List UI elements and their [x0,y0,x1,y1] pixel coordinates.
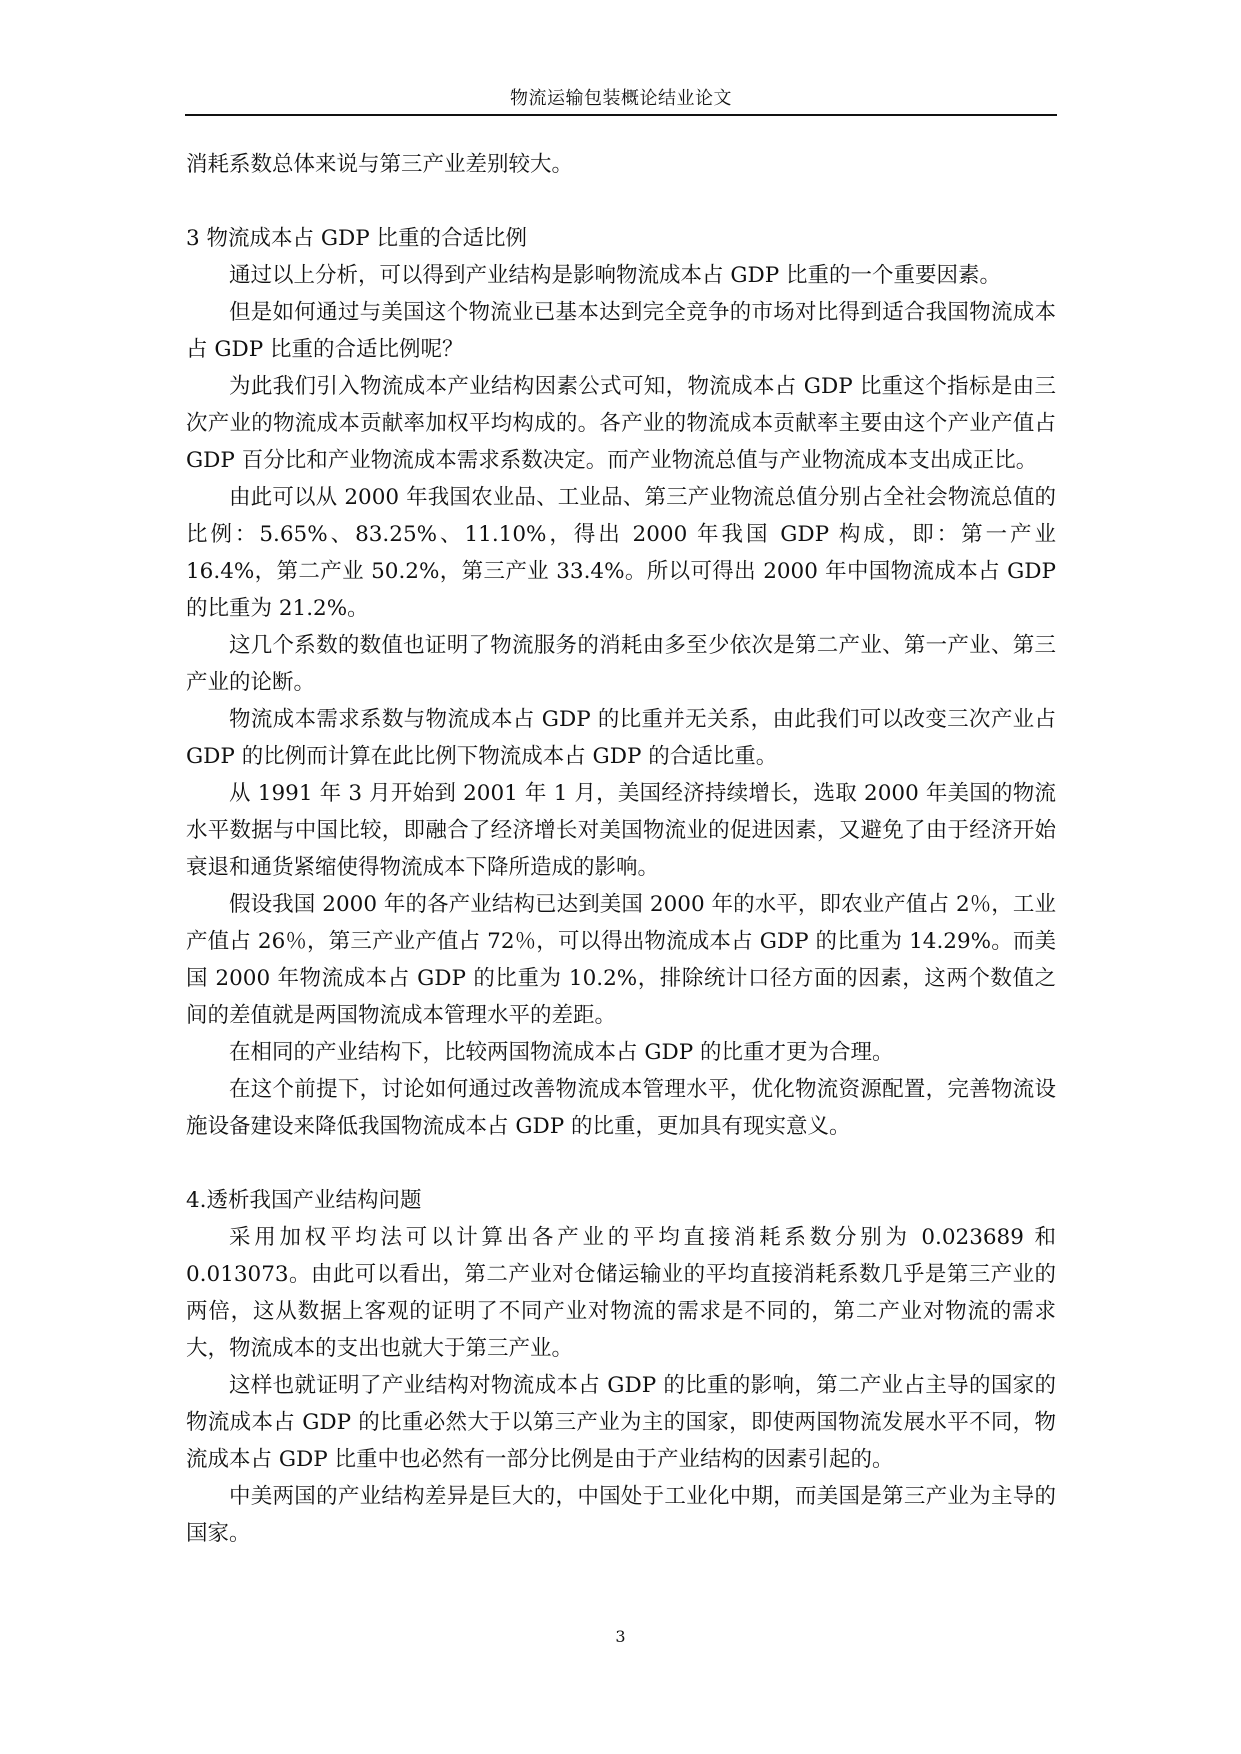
section-3-paragraph-4: 由此可以从 2000 年我国农业品、工业品、第三产业物流总值分别占全社会物流总值的比例：5.65%、83.25%、11.10%，得出 2000 年我国 GDP 构成，即：第一产业 16.4%，第二产业 50.2%，第三产业 33.4%。所以可得出 2000 年中国物流成本占 GDP 的比重为 21.2%。 [186,485,1056,621]
page-number: 3 [615,1627,626,1646]
section-3-paragraph-2: 但是如何通过与美国这个物流业已基本达到完全竞争的市场对比得到适合我国物流成本占 GDP 比重的合适比例呢？ [186,300,1056,362]
header-divider [185,114,1057,116]
page-header-title: 物流运输包装概论结业论文 [510,88,732,109]
section-4-heading: 4.透析我国产业结构问题 [186,1188,422,1213]
section-3-paragraph-5: 这几个系数的数值也证明了物流服务的消耗由多至少依次是第二产业、第一产业、第三产业的论断。 [186,633,1056,695]
section-3-paragraph-10: 在这个前提下，讨论如何通过改善物流成本管理水平，优化物流资源配置，完善物流设施设备建设来降低我国物流成本占 GDP 的比重，更加具有现实意义。 [186,1077,1056,1139]
section-3-heading: 3 物流成本占 GDP 比重的合适比例 [186,226,528,251]
section-3-paragraph-9: 在相同的产业结构下，比较两国物流成本占 GDP 的比重才更为合理。 [229,1040,894,1065]
section-4-paragraph-2: 这样也就证明了产业结构对物流成本占 GDP 的比重的影响，第二产业占主导的国家的物流成本占 GDP 的比重必然大于以第三产业为主的国家，即使两国物流发展水平不同，物流成本占 GDP 比重中也必然有一部分比例是由于产业结构的因素引起的。 [186,1373,1056,1472]
section-spacer [186,183,1056,220]
section-3-paragraph-6: 物流成本需求系数与物流成本占 GDP 的比重并无关系，由此我们可以改变三次产业占 GDP 的比例而计算在此比例下物流成本占 GDP 的合适比重。 [186,707,1056,769]
document-body [186,146,1056,1552]
section-3-paragraph-8: 假设我国 2000 年的各产业结构已达到美国 2000 年的水平，即农业产值占 2％，工业产值占 26％，第三产业产值占 72％，可以得出物流成本占 GDP 的比重为 14.29%。而美国 2000 年物流成本占 GDP 的比重为 10.2%，排除统计口径方面的因素，这两个数值之间的差值就是两国物流成本管理水平的差距。 [186,892,1056,1028]
section-3-paragraph-3: 为此我们引入物流成本产业结构因素公式可知，物流成本占 GDP 比重这个指标是由三次产业的物流成本贡献率加权平均构成的。各产业的物流成本贡献率主要由这个产业产值占 GDP 百分比和产业物流成本需求系数决定。而产业物流总值与产业物流成本支出成正比。 [186,374,1056,473]
section-3-paragraph-1: 通过以上分析，可以得到产业结构是影响物流成本占 GDP 比重的一个重要因素。 [229,263,1002,288]
section-4-paragraph-1: 采用加权平均法可以计算出各产业的平均直接消耗系数分别为 0.023689 和 0.013073。由此可以看出，第二产业对仓储运输业的平均直接消耗系数几乎是第三产业的两倍，这从数据上客观的证明了不同产业对物流的需求是不同的，第二产业对物流的需求大，物流成本的支出也就大于第三产业。 [186,1225,1056,1361]
section-spacer [186,1145,1056,1182]
section-3-paragraph-7: 从 1991 年 3 月开始到 2001 年 1 月，美国经济持续增长，选取 2000 年美国的物流水平数据与中国比较，即融合了经济增长对美国物流业的促进因素，又避免了由于经济开始衰退和通货紧缩使得物流成本下降所造成的影响。 [186,781,1056,880]
paragraph-continuation: 消耗系数总体来说与第三产业差别较大。 [186,152,574,177]
section-4-paragraph-3: 中美两国的产业结构差异是巨大的，中国处于工业化中期，而美国是第三产业为主导的国家。 [186,1484,1056,1546]
